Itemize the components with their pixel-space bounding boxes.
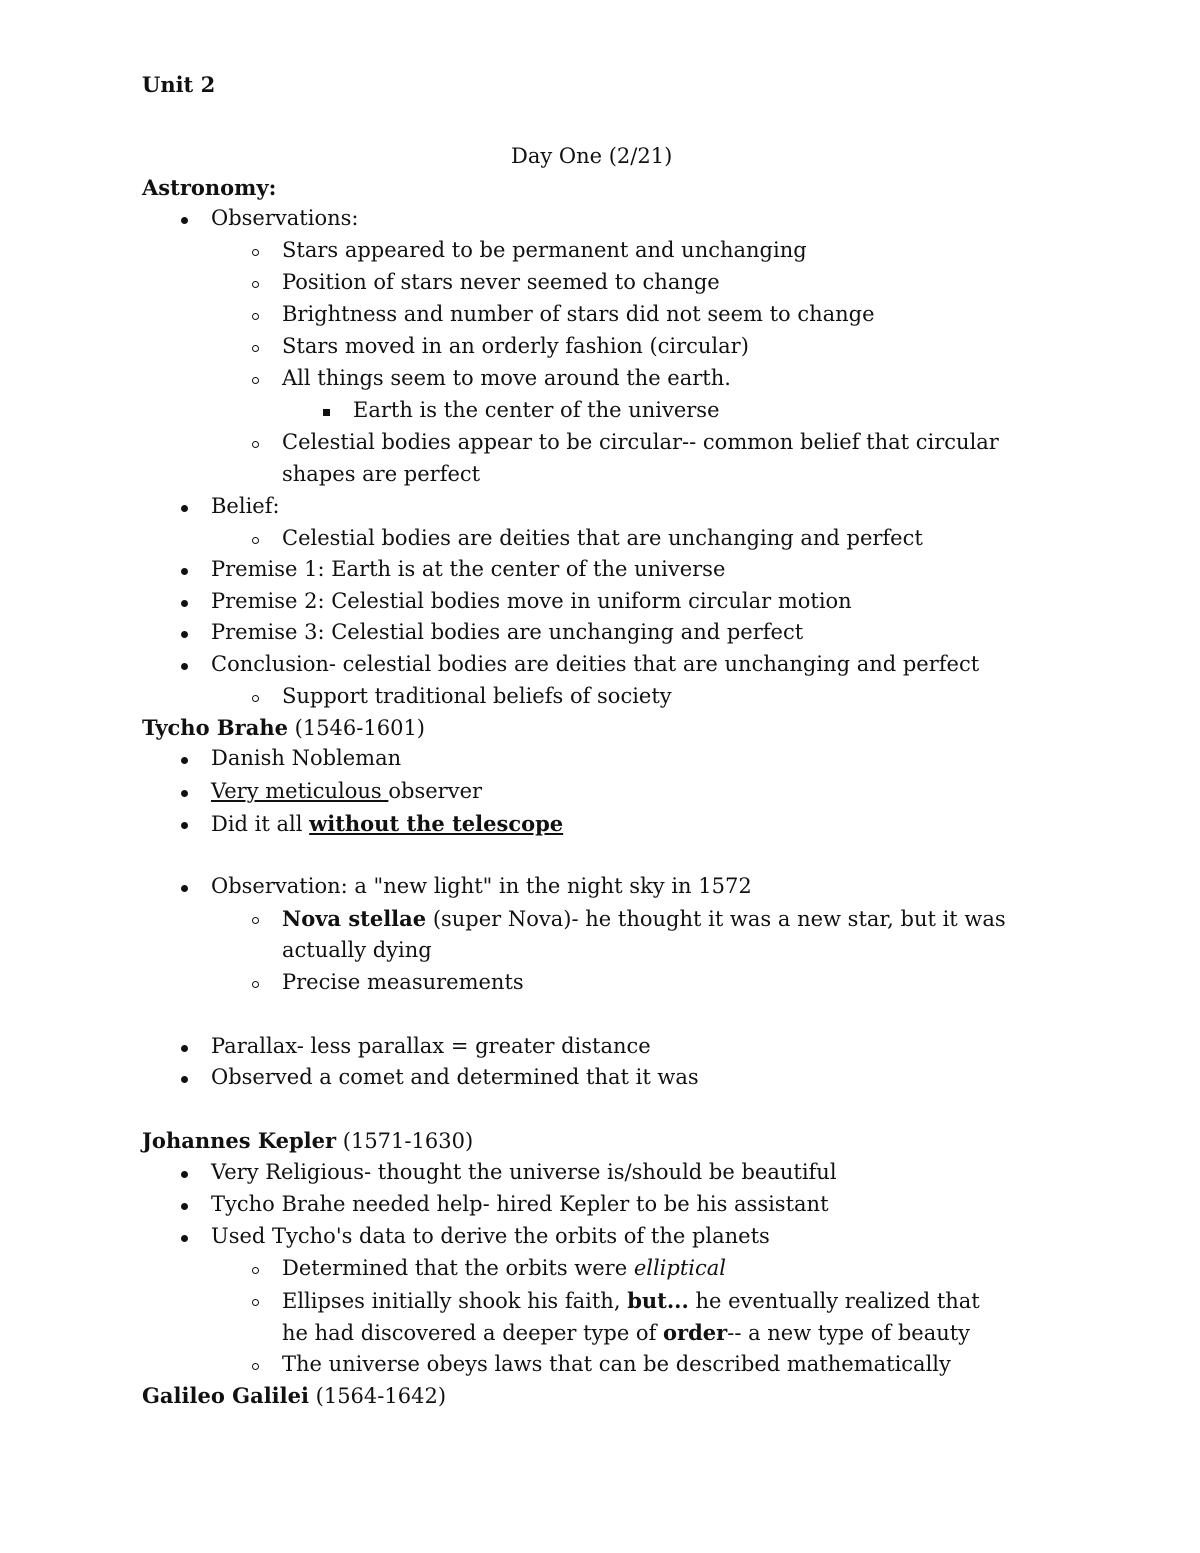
celestial-item-cont: shapes are perfect: [282, 462, 481, 486]
bullet-circle: [240, 1259, 270, 1280]
bullet-disc: [169, 1068, 199, 1089]
religious-item: Very Religious- thought the universe is/should be beautiful: [211, 1160, 837, 1184]
comet-item: Observed a comet and determined that it was: [211, 1065, 699, 1089]
bullet-disc: [169, 814, 199, 835]
meticulous-item: [211, 781, 482, 802]
premise-3: Premise 3: Celestial bodies are unchanging and perfect: [211, 620, 804, 644]
belief-item: Belief:: [211, 494, 280, 518]
bullet-disc: [169, 782, 199, 803]
parallax-item: Parallax- less parallax = greater distance: [211, 1034, 651, 1058]
observer-text: observer: [388, 779, 483, 803]
nova-stellae-text: Nova stellae: [282, 906, 427, 931]
bullet-disc: [169, 623, 199, 644]
tycho-years: (1546-1601): [287, 716, 425, 740]
celestial-item: Celestial bodies appear to be circular-- common belief that circular: [282, 430, 999, 454]
elliptical-text: elliptical: [633, 1256, 726, 1280]
obs-item-2: Position of stars never seemed to change: [282, 270, 720, 294]
observations-item: Observations:: [211, 206, 359, 230]
ellipses-item-cont: [282, 1322, 970, 1344]
obs-item-3: Brightness and number of stars did not seem to change: [282, 302, 875, 326]
order-text: order: [663, 1320, 728, 1345]
bullet-circle: [240, 1291, 270, 1312]
bullet-circle: [240, 273, 270, 294]
nova-item-cont: actually dying: [282, 938, 432, 962]
nova-rest-text: (super Nova)- he thought it was a new star, but it was: [426, 907, 1006, 931]
tycho-heading: [142, 717, 425, 739]
nova-item: [282, 908, 1006, 930]
belief-sub-item: Celestial bodies are deities that are unchanging and perfect: [282, 526, 923, 550]
premise-1: Premise 1: Earth is at the center of the universe: [211, 557, 726, 581]
help-item: Tycho Brahe needed help- hired Kepler to be his assistant: [211, 1192, 829, 1216]
bullet-disc: [169, 1163, 199, 1184]
ellipses-text: Ellipses initially shook his faith,: [282, 1289, 628, 1313]
ellipses-text-2: he eventually realized that: [688, 1289, 980, 1313]
conclusion: Conclusion- celestial bodies are deities that are unchanging and perfect: [211, 652, 980, 676]
bullet-disc: [169, 497, 199, 518]
without-telescope-text: without the telescope: [309, 811, 564, 836]
kepler-years: (1571-1630): [336, 1129, 474, 1153]
kepler-heading: [142, 1130, 473, 1152]
bullet-circle: [240, 909, 270, 930]
bullet-disc: [169, 877, 199, 898]
unit-title: Unit 2: [142, 72, 216, 97]
bullet-disc: [169, 209, 199, 230]
tycho-name: Tycho Brahe: [142, 715, 288, 740]
astronomy-heading: Astronomy:: [142, 175, 277, 200]
galileo-years: (1564-1642): [308, 1384, 447, 1408]
danish-item: Danish Nobleman: [211, 746, 402, 770]
premise-2: Premise 2: Celestial bodies move in uniform circular motion: [211, 589, 852, 613]
bullet-circle: [240, 369, 270, 390]
obs-item-4: Stars moved in an orderly fashion (circular): [282, 334, 749, 358]
obs-item-5: All things seem to move around the earth.: [282, 366, 731, 390]
bullet-circle: [240, 1355, 270, 1376]
bullet-circle: [240, 529, 270, 550]
beauty-text: -- a new type of beauty: [727, 1321, 971, 1345]
bullet-circle: [240, 973, 270, 994]
observation-item: Observation: a "new light" in the night sky in 1572: [211, 874, 752, 898]
bullet-disc: [169, 560, 199, 581]
bullet-disc: [169, 749, 199, 770]
elliptical-item: [282, 1258, 726, 1279]
deeper-text: he had discovered a deeper type of: [282, 1321, 664, 1345]
but-text: but...: [627, 1288, 689, 1313]
bullet-square: [311, 401, 341, 422]
support-item: Support traditional beliefs of society: [282, 684, 672, 708]
bullet-disc: [169, 1195, 199, 1216]
bullet-circle: [240, 687, 270, 708]
bullet-disc: [169, 655, 199, 676]
kepler-name: Johannes Kepler: [142, 1128, 337, 1153]
precise-item: Precise measurements: [282, 970, 524, 994]
determined-text: Determined that the orbits were: [282, 1256, 634, 1280]
obs-item-1: Stars appeared to be permanent and unchanging: [282, 238, 807, 262]
bullet-disc: [169, 1037, 199, 1058]
telescope-item: [211, 813, 563, 835]
galileo-name: Galileo Galilei: [142, 1383, 309, 1408]
earth-center-item: Earth is the center of the universe: [353, 398, 720, 422]
bullet-disc: [169, 1227, 199, 1248]
laws-item: The universe obeys laws that can be described mathematically: [282, 1352, 951, 1376]
bullet-circle: [240, 241, 270, 262]
galileo-heading: [142, 1385, 446, 1407]
did-it-text: Did it all: [211, 812, 310, 836]
bullet-circle: [240, 305, 270, 326]
day-title: Day One (2/21): [511, 144, 673, 168]
bullet-disc: [169, 592, 199, 613]
bullet-circle: [240, 433, 270, 454]
data-item: Used Tycho's data to derive the orbits of the planets: [211, 1224, 770, 1248]
bullet-circle: [240, 337, 270, 358]
very-meticulous-text: Very meticulous: [211, 779, 389, 803]
ellipses-item: [282, 1290, 980, 1312]
